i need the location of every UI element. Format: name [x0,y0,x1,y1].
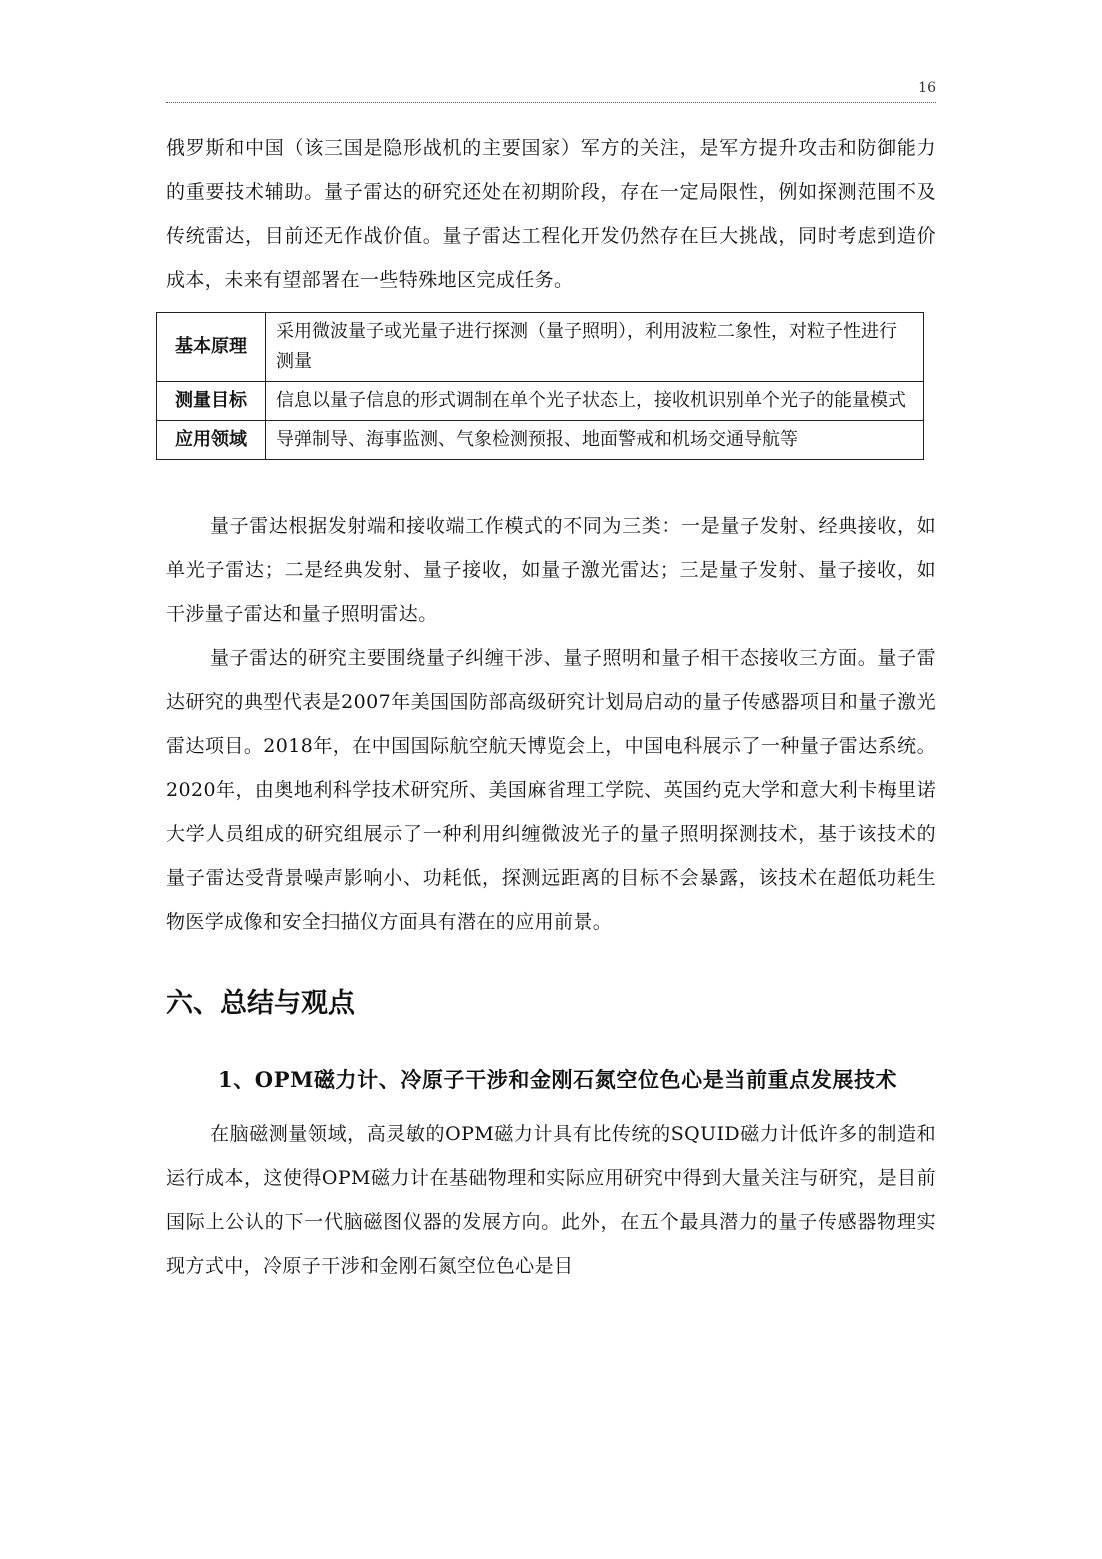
page-content [166,126,936,1288]
table-row [157,313,924,382]
table-value: 导弹制导、海事监测、气象检测预报、地面警戒和机场交通导航等 [266,421,924,460]
table-value: 采用微波量子或光量子进行探测（量子照明），利用波粒二象性，对粒子性进行测量 [266,313,924,382]
table-row [157,382,924,421]
info-table [156,312,924,460]
subsection-heading: 1、OPM磁力计、冷原子干涉和金刚石氮空位色心是当前重点发展技术 [218,1067,898,1092]
header-rule [166,102,936,103]
body-paragraph: 量子雷达的研究主要围绕量子纠缠干涉、量子照明和量子相干态接收三方面。量子雷达研究的典型代表是2007年美国国防部高级研究计划局启动的量子传感器项目和量子激光雷达项目。2018年，在中国国际航空航天博览会上，中国电科展示了一种量子雷达系统。2020年，由奥地利科学技术研究所、美国麻省理工学院、英国约克大学和意大利卡梅里诺大学人员组成的研究组展示了一种利用纠缠微波光子的量子照明探测技术，基于该技术的量子雷达受背景噪声影响小、功耗低，探测远距离的目标不会暴露，该技术在超低功耗生物医学成像和安全扫描仪方面具有潜在的应用前景。 [166,647,936,933]
section-heading: 六、总结与观点 [166,988,355,1019]
table-label: 应用领域 [157,421,266,460]
table-row [157,421,924,460]
body-paragraph: 在脑磁测量领域，高灵敏的OPM磁力计具有比传统的SQUID磁力计低许多的制造和运行成本，这使得OPM磁力计在基础物理和实际应用研究中得到大量关注与研究，是目前国际上公认的下一代脑磁图仪器的发展方向。此外，在五个最具潜力的量子传感器物理实现方式中，冷原子干涉和金刚石氮空位色心是目 [166,1123,936,1277]
table-label: 测量目标 [157,382,266,421]
table-label: 基本原理 [157,313,266,382]
body-paragraph: 量子雷达根据发射端和接收端工作模式的不同为三类：一是量子发射、经典接收，如单光子雷达；二是经典发射、量子接收，如量子激光雷达；三是量子发射、量子接收，如干涉量子雷达和量子照明雷达。 [166,515,936,625]
page-number: 16 [918,80,936,96]
table-value: 信息以量子信息的形式调制在单个光子状态上，接收机识别单个光子的能量模式 [266,382,924,421]
intro-paragraph: 俄罗斯和中国（该三国是隐形战机的主要国家）军方的关注，是军方提升攻击和防御能力的重要技术辅助。量子雷达的研究还处在初期阶段，存在一定局限性，例如探测范围不及传统雷达，目前还无作战价值。量子雷达工程化开发仍然存在巨大挑战，同时考虑到造价成本，未来有望部署在一些特殊地区完成任务。 [166,137,936,291]
